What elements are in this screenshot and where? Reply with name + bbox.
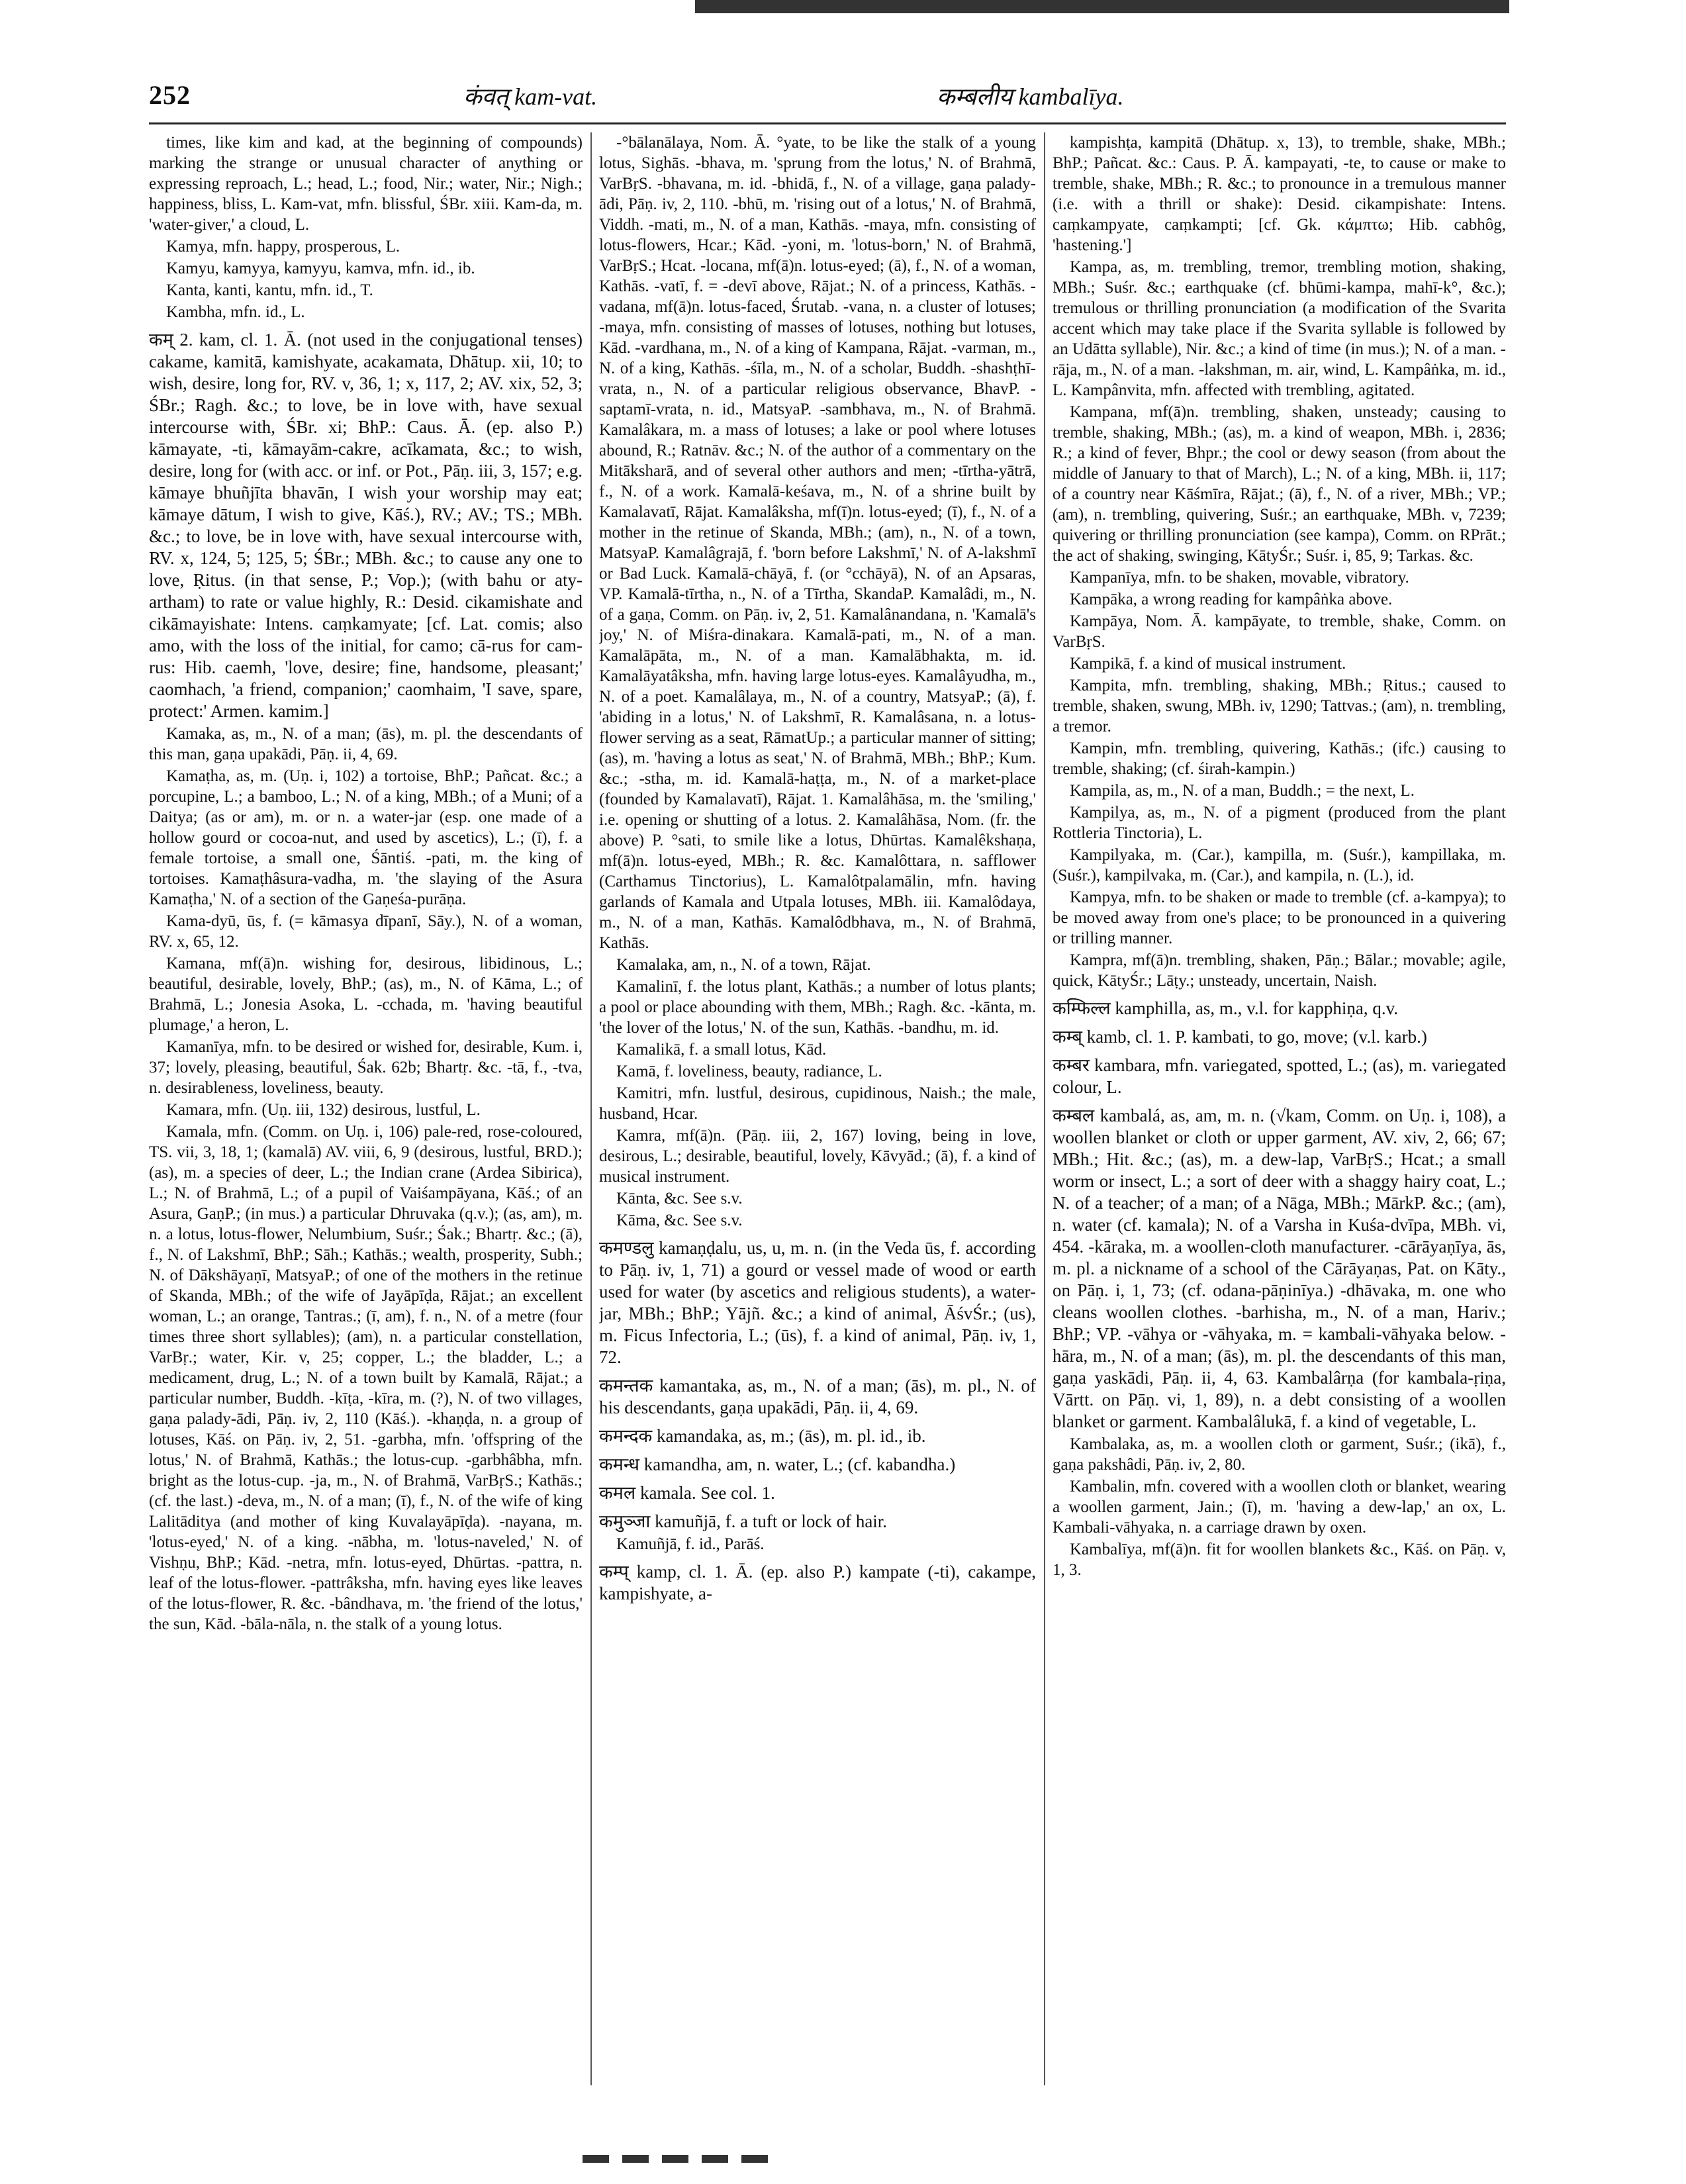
column-divider-2 (1044, 132, 1045, 2085)
dictionary-entry: Kamaka, as, m., N. of a man; (ās), m. pl. the descendants of this man, gaṇa upakādi, Pāṇ. ii, 4, 69. (149, 725, 583, 763)
dictionary-entry: Kamana, mf(ā)n. wishing for, desirous, libidinous, L.; beautiful, desirable, lovely, BhP.; (as), m., N. of Kāma, L.; of Brahmā, L.; Jonesia Asoka, L. -cchada, m. 'having beautiful plumage,' a heron, L. (149, 955, 583, 1034)
dictionary-entry: Kamalikā, f. a small lotus, Kād. (616, 1041, 827, 1059)
dictionary-entry: kampishṭa, kampitā (Dhātup. x, 13), to tremble, shake, MBh.; BhP.; Pañcat. &c.: Caus. P. Ā. kampayati, -te, to cause or make to tremble, shake, MBh.; R. &c.; to pronounce in a tremulous manner (i.e. with a thrill or shake): Desid. cikampishate: Intens. caṃkampyate, caṃkampti; [cf. Gk. κάμπτω; Hib. cabhôg, 'hastening.'] (1053, 134, 1506, 254)
dictionary-entry: कमुञ्जा kamuñjā, f. a tuft or lock of hair. (599, 1511, 888, 1531)
dictionary-entry: Kampya, mfn. to be shaken or made to tremble (cf. a-kampya); to be moved away from one's place; to be pronounced in a quivering or trilling manner. (1053, 888, 1506, 947)
dictionary-entry: Kamra, mf(ā)n. (Pāṇ. iii, 2, 167) loving, being in love, desirous, L.; desirable, beautiful, lovely, Kāvyād.; (ā), f. a kind of musical instrument. (599, 1127, 1036, 1186)
column-divider-1 (590, 132, 592, 2085)
column-3 (1053, 132, 1506, 2118)
dictionary-entry: Kamyu, kamyya, kamyyu, kamva, mfn. id., ib. (166, 260, 475, 277)
dictionary-entry: कमन्ध kamandha, am, n. water, L.; (cf. kabandha.) (599, 1454, 956, 1474)
dictionary-entry: Kamitri, mfn. lustful, desirous, cupidinous, Naish.; the male, husband, Hcar. (599, 1084, 1036, 1123)
dictionary-entry: कम्फिल्ल kamphilla, as, m., v.l. for kapphiṇa, q.v. (1053, 998, 1399, 1018)
dictionary-entry: Kampana, mf(ā)n. trembling, shaken, unsteady; causing to tremble, shaking, MBh.; (as), m. a kind of weapon, MBh. i, 2836; R.; a kind of fever, Bhpr.; the cool or dewy season (from about the middle of January to that of March), L.; N. of a king, MBh. ii, 117; of a country near Kāśmīra, Rājat.; (ā), f., N. of a river, MBh.; VP.; (am), n. trembling, quivering, Suśr.; an earthquake, MBh. v, 7239; quivering or thrilling pronunciation (see kampa), Comm. on RPrāt.; the act of shaking, swinging, KātyŚr.; Suśr. i, 85, 9; Tarkas. &c. (1053, 403, 1506, 565)
dictionary-entry: कम्बल kambalá, as, am, m. n. (√kam, Comm. on Uṇ. i, 108), a woollen blanket or cloth or upper garment, AV. xiv, 2, 66; 67; MBh.; Hit. &c.; (as), m. a dew-lap, VarBṛS.; Hcat.; a small worm or insect, L.; a sort of deer with a shaggy hairy coat, L.; N. of a teacher; of a man; of a Nāga, MBh.; MārkP. &c.; (am), n. water (cf. kamala); N. of a Varsha in Kuśa-dvīpa, MBh. vi, 454. -kāraka, m. a woollen-cloth manufacturer. -cārāyaṇīya, ās, m. pl. a nickname of a school of the Cārāyaṇas, Pat. on Kāty., on Pāṇ. i, 1, 73; (cf. odana-pāṇinīya.) -dhāvaka, m. one who cleans woollen clothes. -barhisha, m., N. of a man, Hariv.; BhP.; VP. -vāhya or -vāhyaka, m. = kambali-vāhyaka below. -hāra, m., N. of a man; (ās), m. pl. the descendants of this man, gaṇa yaskādi, Pāṇ. ii, 4, 63. Kambalârṇa (for kambala-ṛiṇa, Vārtt. on Pāṇ. vi, 1, 89), n. a debt consisting of a woollen blanket or garment. Kambalâlukā, f. a kind of vegetable, L. (1053, 1106, 1506, 1431)
dictionary-entry: कम् 2. kam, cl. 1. Ā. (not used in the conjugational tenses) cakame, kamitā, kamishyate, acakamata, Dhātup. xii, 10; to wish, desire, long for, RV. v, 36, 1; x, 117, 2; AV. xix, 52, 3; ŚBr.; Ragh. &c.; to love, be in love with, have sexual intercourse with, ŚBr. xi; BhP.: Caus. Ā. (ep. also P.) kāmayate, -ti, kāmayām-cakre, acīkamata, &c.; to wish, desire, long for (with acc. or inf. or Pot., Pāṇ. iii, 3, 157; e.g. kāmaye bhuñjīta bhavān, I wish your worship may eat; kāmaye dātum, I wish to give, Kāś.), RV.; AV.; TS.; MBh. &c.; to love, be in love with, have sexual intercourse with, RV. x, 124, 5; 125, 5; ŚBr.; MBh. &c.; to cause any one to love, Ṛitus. (in that sense, P.; Vop.); (with bahu or aty-artham) to rate or value highly, R.: Desid. cikamishate and cikāmayishate: Intens. caṃkamyate; [cf. Lat. comis; also amo, with the loss of the initial, for camo; cā-rus for cam-rus: Hib. caemh, 'love, desire; fine, handsome, pleasant;' caomhach, 'a friend, companion;' caomhaim, 'I save, spare, protect:' Armen. kamim.] (149, 330, 583, 721)
page-header (149, 79, 1506, 119)
dictionary-entry: Kampikā, f. a kind of musical instrument. (1070, 655, 1346, 673)
dictionary-entry: Kanta, kanti, kantu, mfn. id., T. (166, 281, 373, 299)
dictionary-entry: Kamara, mfn. (Uṇ. iii, 132) desirous, lustful, L. (166, 1101, 481, 1119)
header-rule (149, 122, 1506, 124)
dictionary-entry: कमन्दक kamandaka, as, m.; (ās), m. pl. id., ib. (599, 1426, 926, 1446)
dictionary-entry: Kampita, mfn. trembling, shaking, MBh.; Ṛitus.; caused to tremble, shaken, swung, MBh. iv, 1290; Tattvas.; (am), n. trembling, a tremor. (1053, 677, 1506, 736)
dictionary-entry: कम्प् kamp, cl. 1. Ā. (ep. also P.) kampate (-ti), cakampe, kampishyate, a- (599, 1562, 1036, 1603)
dictionary-entry: Kambha, mfn. id., L. (166, 303, 305, 321)
page-number: 252 (149, 80, 191, 110)
dictionary-entry: Kampāka, a wrong reading for kampâṅka above. (1070, 591, 1393, 608)
dictionary-entry: कम्बर kambara, mfn. variegated, spotted, L.; (as), m. variegated colour, L. (1053, 1055, 1506, 1097)
dictionary-entry: Kampa, as, m. trembling, tremor, trembling motion, shaking, MBh.; Suśr. &c.; earthquake (cf. bhūmi-kampa, mahī-k°, &c.); tremulous or thrilling pronunciation (a modification of the Svarita accent which may take place if the Svarita syllable is followed by an Udātta syllable), Nir. &c.; a kind of time (in mus.); N. of a man. -rāja, m., N. of a man. -lakshman, m. air, wind, L. Kampâṅka, m. id., L. Kampânvita, mfn. affected with trembling, agitated. (1053, 258, 1506, 399)
dictionary-entry: Kama-dyū, ūs, f. (= kāmasya dīpanī, Sāy.), N. of a woman, RV. x, 65, 12. (149, 912, 583, 951)
dictionary-entry: Kampanīya, mfn. to be shaken, movable, vibratory. (1070, 569, 1409, 587)
dictionary-entry: -°bālanālaya, Nom. Ā. °yate, to be like the stalk of a young lotus, Sighās. -bhava, m. 'sprung from the lotus,' N. of Brahmā, VarBṛS. -bhavana, m. id. -bhidā, f., N. of a village, gaṇa palady-ādi, Pāṇ. iv, 2, 110. -bhū, m. 'rising out of a lotus,' N. of Brahmā, Viddh. -mati, m., N. of a man, Kathās. -maya, mfn. consisting of lotus-flowers, Hcar.; Kād. -yoni, m. 'lotus-born,' N. of Brahmā, VarBṛS.; Hcat. -locana, mf(ā)n. lotus-eyed; (ā), f., N. of a woman, Kathās. -vatī, f. = -devī above, Rājat.; N. of a princess, Kathās. -vadana, mf(ā)n. lotus-faced, Śrutab. -vana, n. a cluster of lotuses; -maya, mfn. consisting of masses of lotuses, nothing but lotuses, Kād. -vardhana, m., N. of a king of Kampana, Rājat. -varman, m., N. of a king, Kathās. -śīla, m., N. of a scholar, Buddh. -shashṭhī-vrata, n., N. of a particular religious observance, BhavP. -saptamī-vrata, n. id., MatsyaP. -sambhava, m., N. of Brahmā. Kamalâkara, m. a mass of lotuses; a lake or pool where lotuses abound, R.; Ratnāv. &c.; N. of the author of a commentary on the Mitāksharā, and of several other authors and men; -tīrtha-yātrā, f., N. of a work. Kamalā-keśava, m., N. of a shrine built by Kamalavatī, Rājat. Kamalâksha, mf(ī)n. lotus-eyed; (ī), f., N. of a mother in the retinue of Skanda, MBh.; (am), n., N. of a town, MatsyaP. Kamalâgrajā, f. 'born before Lakshmī,' N. of A-lakshmī or Bad Luck. Kamalā-chāyā, f. (or °cchāyā), N. of an Apsaras, VP. Kamalā-tīrtha, n., N. of a Tīrtha, SkandaP. Kamalâdi, m., N. of a gaṇa, Comm. on Pāṇ. iv, 2, 51. Kamalânandana, n. 'Kamalā's joy,' N. of Miśra-dinakara. Kamalā-pati, m., N. of a man. Kamalāpāta, m., N. of a man. Kamalābhakta, m. id. Kamalāyatâksha, mfn. having large lotus-eyes. Kamalâyudha, m., N. of a poet. Kamalâlaya, m., N. of a country, MatsyaP.; (ā), f. 'abiding in a lotus,' N. of Lakshmī, R. Kamalâsana, n. a lotus-flower serving as a seat, RāmatUp.; a particular manner of sitting; (as), m. 'having a lotus as seat,' N. of Brahmā, MBh.; BhP.; Kum. &c.; -stha, m. id. Kamalā-haṭṭa, m., N. of a market-place (founded by Kamalavatī), Rājat. 1. Kamalâhāsa, m. the 'smiling,' i.e. opening or shutting of a lotus. 2. Kamalâhāsa, Nom. (fr. the above) P. °sati, to smile like a lotus, Dhūrtas. Kamalêkshaṇa, mf(ā)n. lotus-eyed, MBh.; R. &c. Kamalôttara, n. safflower (Carthamus Tinctorius), L. Kamalôtpalamālin, mfn. having garlands of Kamala and Utpala lotuses, MBh. iii. Kamalôdaya, m., N. of a man, Kathās. Kamalôdbhava, m., N. of Brahmā, Kathās. (599, 134, 1036, 952)
column-1 (149, 132, 583, 2118)
scan-artifact (695, 0, 1509, 13)
dictionary-entry: Kamalinī, f. the lotus plant, Kathās.; a number of lotus plants; a pool or place abounding with them, MBh.; Ragh. &c. -kānta, m. 'the lover of the lotus,' N. of the sun, Kathās. -bandhu, m. id. (599, 978, 1036, 1037)
dictionary-entry: कमन्तक kamantaka, as, m., N. of a man; (ās), m. pl., N. of his descendants, gaṇa upakādi, Pāṇ. ii, 4, 69. (599, 1376, 1036, 1417)
dictionary-entry: कम्ब् kamb, cl. 1. P. kambati, to go, move; (v.l. karb.) (1053, 1027, 1427, 1047)
dictionary-entry: Kamalaka, am, n., N. of a town, Rājat. (616, 956, 871, 974)
dictionary-entry: Kampila, as, m., N. of a man, Buddh.; = the next, L. (1070, 782, 1415, 800)
dictionary-entry: Kāma, &c. See s.v. (616, 1211, 743, 1229)
dictionary-entry: कमण्डलु kamaṇḍalu, us, u, m. n. (in the Veda ūs, f. according to Pāṇ. iv, 1, 71) a gourd or vessel made of wood or earth used for water (by ascetics and religious students), a water-jar, MBh.; BhP.; Yājñ. &c.; a kind of animal, ĀśvŚr.; (us), m. Ficus Infectoria, L.; (ūs), f. a kind of animal, Pāṇ. iv, 1, 72. (599, 1238, 1036, 1367)
dictionary-entry: Kambalīya, mf(ā)n. fit for woollen blankets &c., Kāś. on Pāṇ. v, 1, 3. (1053, 1541, 1506, 1579)
column-2 (599, 132, 1036, 2118)
running-head-right: कम्बलीय kambalīya. (937, 83, 1124, 110)
dictionary-entry: Kānta, &c. See s.v. (616, 1190, 743, 1208)
dictionary-entry: कमल kamala. See col. 1. (599, 1483, 775, 1503)
dictionary-entry: times, like kim and kad, at the beginning of compounds) marking the strange or unusual character of anything or expressing reproach, L.; head, L.; food, Nir.; water, Nir.; Nigh.; happiness, bliss, L. Kam-vat, mfn. blissful, ŚBr. xiii. Kam-da, m. 'water-giver,' a cloud, L. (149, 134, 583, 234)
dictionary-entry: Kamuñjā, f. id., Parāś. (616, 1535, 765, 1553)
dictionary-entry: Kambalin, mfn. covered with a woollen cloth or blanket, wearing a woollen garment, Jain.; (ī), m. 'having a dew-lap,' an ox, L. Kambali-vāhyaka, n. a carriage drawn by oxen. (1053, 1478, 1506, 1537)
dictionary-entry: Kampra, mf(ā)n. trembling, shaken, Pāṇ.; Bālar.; movable; agile, quick, KātyŚr.; Lāṭy.; unsteady, uncertain, Naish. (1053, 951, 1506, 990)
dictionary-entry: Kambalaka, as, m. a woollen cloth or garment, Suśr.; (ikā), f., gaṇa pakshâdi, Pāṇ. iv, 2, 80. (1053, 1435, 1506, 1474)
dictionary-entry: Kampāya, Nom. Ā. kampāyate, to tremble, shake, Comm. on VarBṛS. (1053, 612, 1506, 651)
dictionary-entry: Kamaṭha, as, m. (Uṇ. i, 102) a tortoise, BhP.; Pañcat. &c.; a porcupine, L.; a bamboo, L.; N. of a king, MBh.; of a Muni; of a Daitya; (as or am), m. or n. a water-jar (esp. one made of a hollow gourd or cocoa-nut, and used by ascetics), L.; (ī), f. a female tortoise, a small one, Śāntiś. -pati, m. the king of tortoises. Kamaṭhâsura-vadha, m. 'the slaying of the Asura Kamaṭha,' N. of a section of the Gaṇeśa-purāṇa. (149, 767, 583, 908)
dictionary-entry: Kamanīya, mfn. to be desired or wished for, desirable, Kum. i, 37; lovely, pleasing, beautiful, Śak. 62b; Bhartṛ. &c. -tā, f., -tva, n. desirableness, loveliness, beauty. (149, 1038, 583, 1097)
dictionary-entry: Kampilya, as, m., N. of a pigment (produced from the plant Rottleria Tinctoria), L. (1053, 804, 1506, 842)
dictionary-entry: Kamala, mfn. (Comm. on Uṇ. i, 106) pale-red, rose-coloured, TS. vii, 3, 18, 1; (kamalā) AV. viii, 6, 9 (desirous, lustful, BRD.); (as), m. a species of deer, L.; the Indian crane (Ardea Sibirica), L.; N. of Brahmā, L.; of a pupil of Vaiśampāyana, Kāś.; of an Asura, GaṇP.; (in mus.) a particular Dhruvaka (q.v.); (as, am), m. n. a lotus, lotus-flower, Nelumbium, Suśr.; Śak.; Bhartṛ. &c.; (ā), f., N. of Lakshmī, BhP.; Sāh.; Kathās.; wealth, prosperity, Subh.; N. of Dākshāyaṇī, MatsyaP.; of one of the mothers in the retinue of Skanda, MBh.; of the wife of Jayāpīḍa, Rājat.; an excellent woman, L.; an orange, Tantras.; (ī, am), f. n., N. of a metre (four times three short syllables); (am), n. a particular constellation, VarBṛ.; water, Kir. v, 25; copper, L.; the bladder, L.; a medicament, drug, L.; N. of a town built by Kamalā, Rājat.; a particular number, Buddh. -kīṭa, -kīra, m. (?), N. of two villages, gaṇa palady-ādi, Pāṇ. iv, 2, 110 (Kāś.). -khaṇḍa, n. a group of lotuses, Kāś. on Pāṇ. iv, 2, 51. -garbha, mfn. 'offspring of the lotus,' N. of Brahmā, Kathās.; the lotus-cup. -garbhâbha, mfn. bright as the lotus-cup. -ja, m., N. of Brahmā, VarBṛS.; Kathās.; (cf. the last.) -deva, m., N. of a man; (ī), f., N. of the wife of king Lalitāditya (and mother of king Kuvalayāpīḍa). -nayana, m. 'lotus-eyed,' N. of a king. -nābha, m. 'lotus-naveled,' N. of Vishṇu, BhP.; Kād. -netra, mfn. lotus-eyed, Dhūrtas. -pattra, n. leaf of the lotus-flower. -pattrâksha, mfn. having eyes like leaves of the lotus-flower, R. &c. -bândhava, m. 'the friend of the lotus,' the sun, Kād. -bāla-nāla, n. the stalk of a young lotus. (149, 1123, 583, 1633)
dictionary-entry: Kamā, f. loveliness, beauty, radiance, L. (616, 1063, 882, 1080)
dictionary-entry: Kampilyaka, m. (Car.), kampilla, m. (Suśr.), kampillaka, m. (Suśr.), kampilvaka, m. (Car.), and kampila, n. (L.), id. (1053, 846, 1506, 884)
running-head-left: कंवत् kam-vat. (463, 83, 598, 110)
dictionary-entry: Kampin, mfn. trembling, quivering, Kathās.; (ifc.) causing to tremble, shaking; (cf. śirah-kampin.) (1053, 739, 1506, 778)
scan-artifact-footer (583, 2155, 781, 2163)
dictionary-entry: Kamya, mfn. happy, prosperous, L. (166, 238, 400, 256)
